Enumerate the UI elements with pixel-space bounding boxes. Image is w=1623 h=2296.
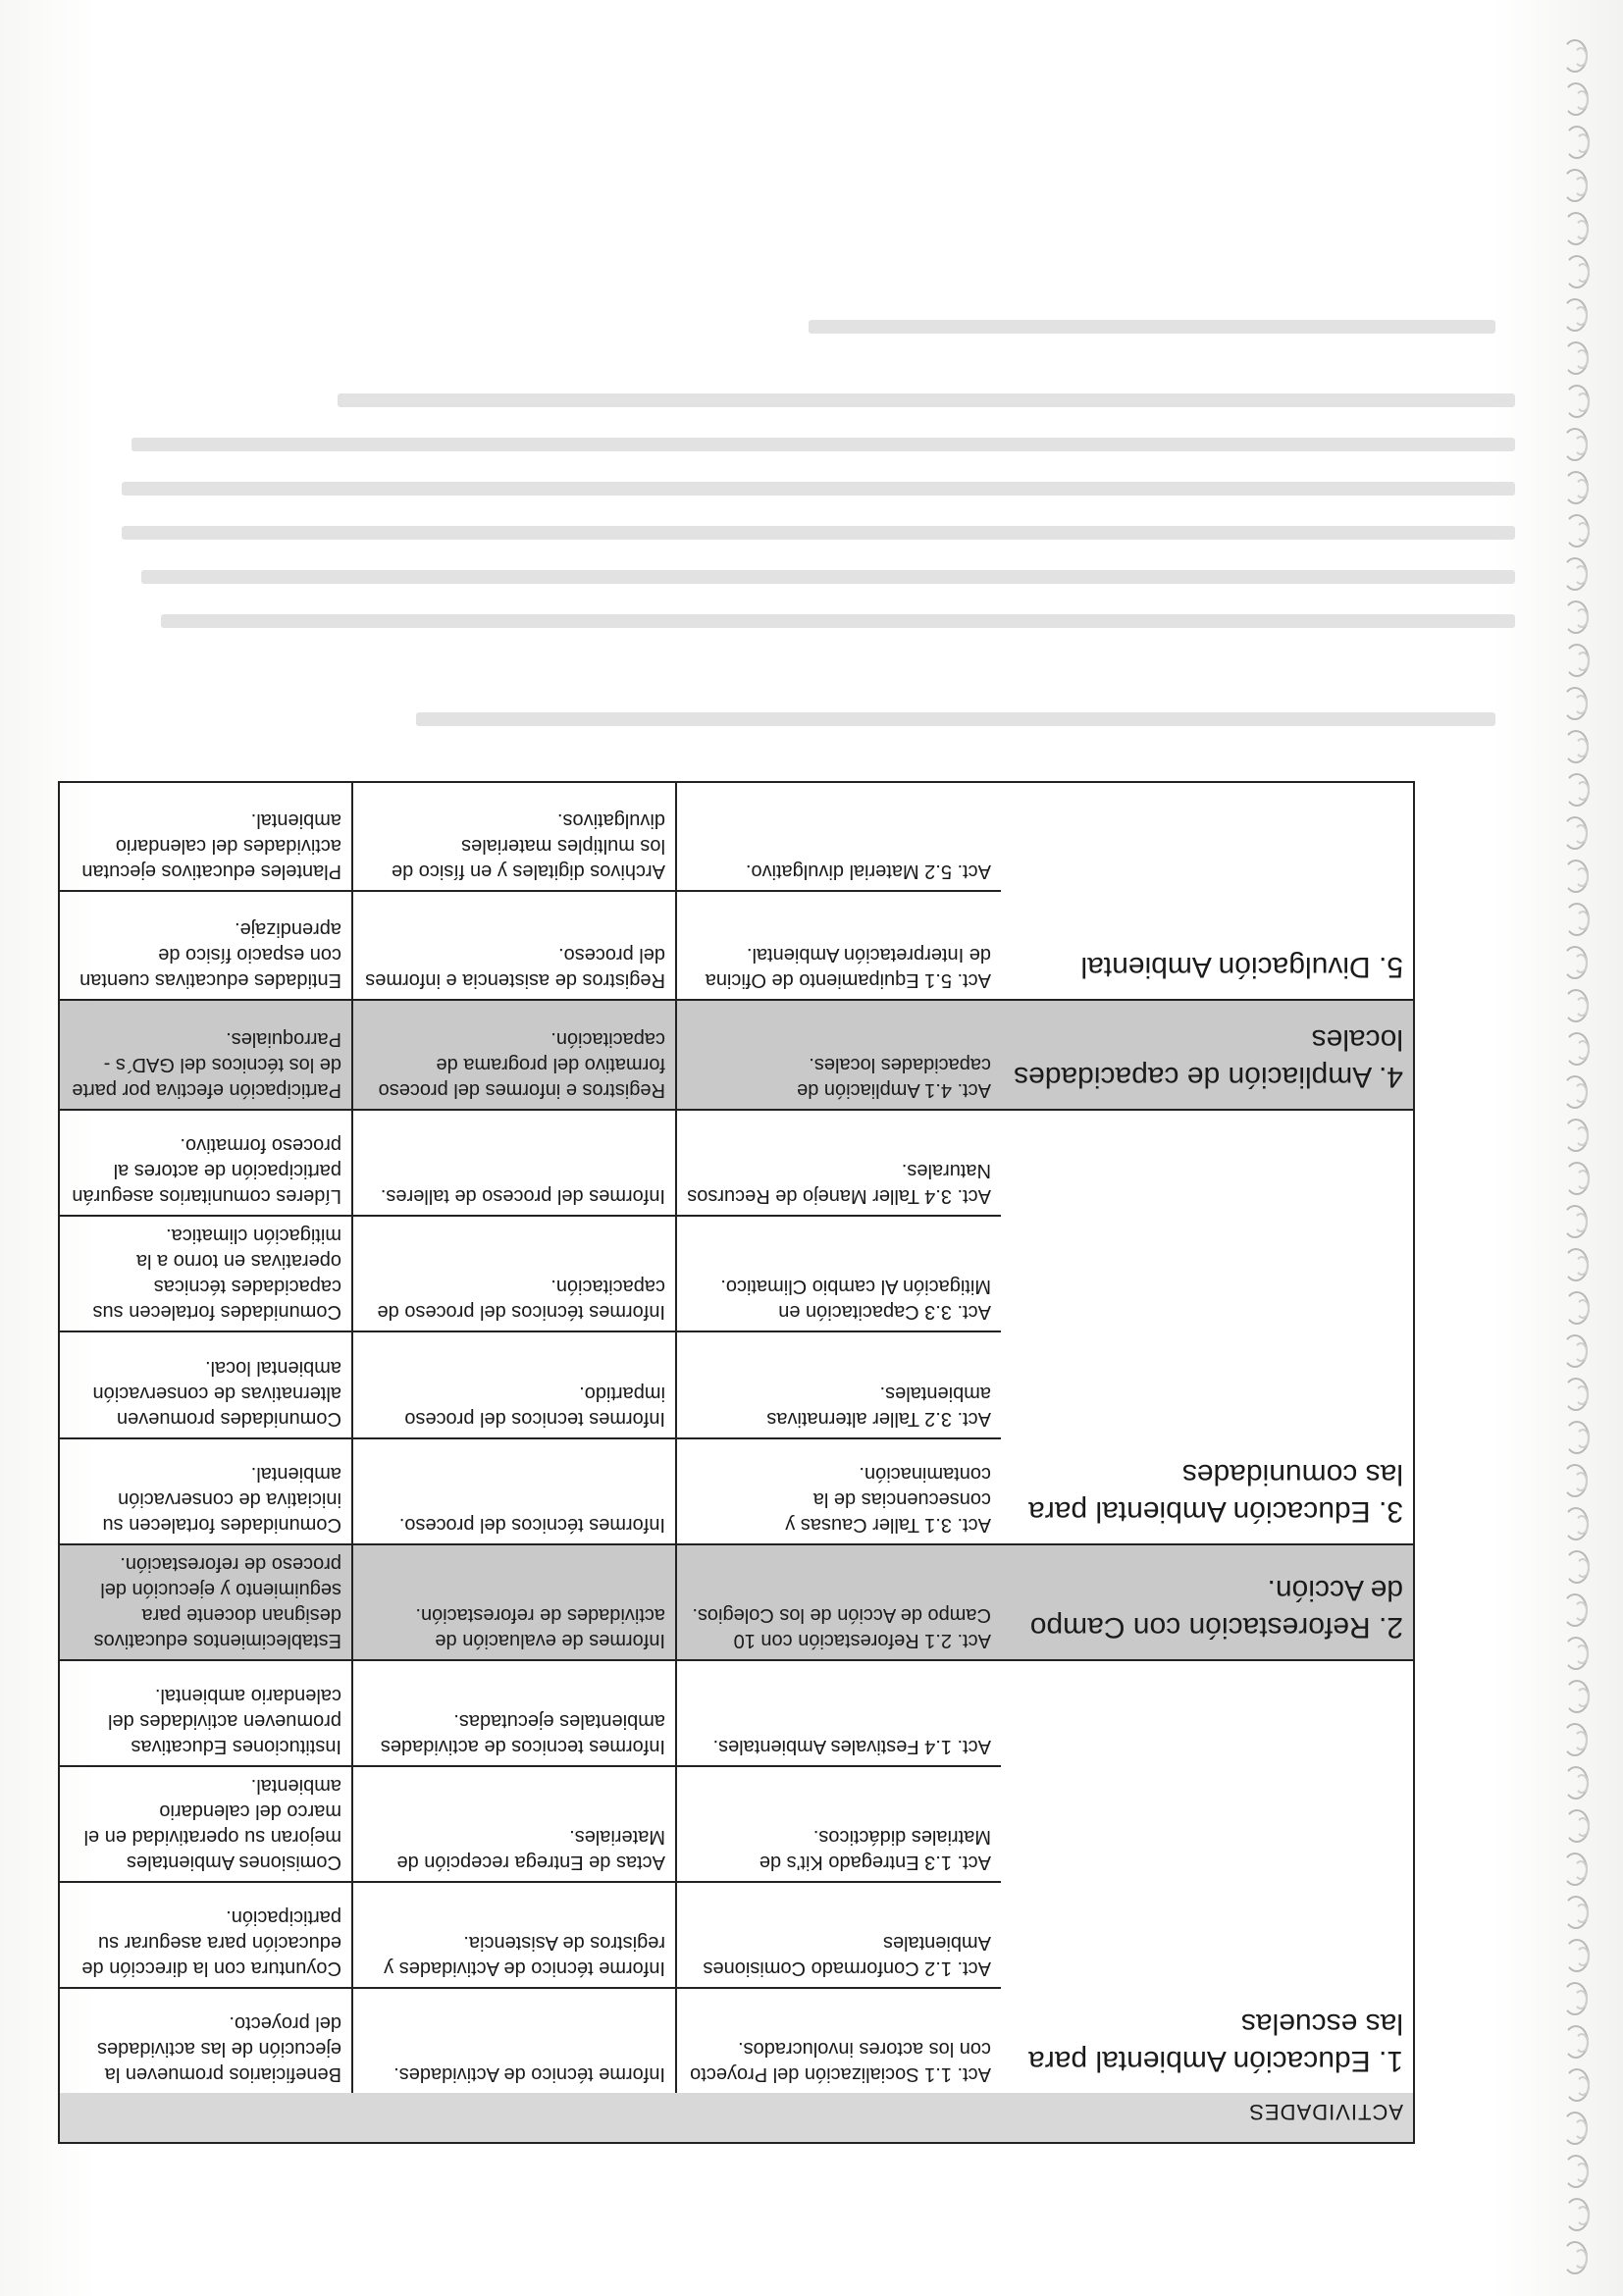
result-cell: Comunidades fortalecen su iniciativa de conservación ambiental.	[60, 1439, 353, 1543]
group-title: 3. Educación Ambiental para las comunidades	[1028, 1457, 1403, 1528]
result-cell: Participación efectiva por parte de los técnicos del GAD´s - Parroquiales.	[60, 1001, 353, 1109]
bleed-through-line	[338, 393, 1515, 407]
activities-table	[58, 781, 1415, 2144]
table-row	[60, 1989, 1001, 2093]
group-activities	[60, 1111, 1001, 1542]
table-row	[60, 1332, 1001, 1438]
verification-cell: Informes de evaluación de actividades de reforestación.	[353, 1545, 677, 1659]
table-row	[60, 783, 1001, 892]
activity-cell: Act. 5.1 Equipamiento de Oficina de Interpretación Ambiental.	[705, 944, 991, 992]
group-title: 5. Divulgación Ambiental	[1080, 951, 1403, 984]
verification-cell: Registros de asistencia e informes del proceso.	[353, 892, 677, 999]
table-row	[60, 1545, 1001, 1659]
bleed-through-line	[141, 570, 1515, 584]
groups-container	[60, 783, 1413, 2093]
result-cell: Instituciones Educativas promueven actividades del calendario ambiental.	[60, 1661, 353, 1765]
result-cell: Líderes comunitarios asegurán participación de actores al proceso formativo.	[60, 1111, 353, 1215]
table-row	[60, 1767, 1001, 1883]
bleed-through-line	[131, 438, 1515, 451]
table-row	[60, 1001, 1001, 1109]
activity-cell: Act. 1.4 Festivales Ambientales.	[712, 1735, 991, 1757]
activity-group-row	[60, 1545, 1413, 1661]
activity-group-row	[60, 1001, 1413, 1111]
activity-cell: Act. 1.3 Entregado Kit's de Matriales didácticos.	[759, 1825, 991, 1873]
verification-cell: Informes técnicos del proceso de capacitación.	[353, 1217, 677, 1331]
activity-cell: Act. 3.2 Taller alternativas ambientales.	[766, 1382, 991, 1430]
verification-cell: Registros e informes del proceso formativo del programa de capacitación.	[353, 1001, 677, 1109]
table-row	[60, 1217, 1001, 1332]
activity-cell: Act. 3.3 Capacitación en Mitigación Al cambio Climatico.	[720, 1276, 991, 1324]
result-cell: Coyuntura con la dirección de educación para asegurar su participación.	[60, 1883, 353, 1987]
result-cell: Comunidades fortalecen sus capacidades técnicas operativas en torno a la mitigación climatica.	[60, 1217, 353, 1331]
activity-group-row	[60, 783, 1413, 1001]
activity-cell: Act. 3.4 Taller Manejo de Recursos Naturales.	[687, 1160, 991, 1208]
group-activities	[60, 783, 1001, 999]
group-activities	[60, 1661, 1001, 2093]
activity-cell: Act. 1.2 Conformado Comisiones Ambientales	[703, 1931, 991, 1979]
result-cell: Entidades educativas cuentan con espacio físico de aprendizaje.	[60, 892, 353, 999]
result-cell: Planteles educativos ejecutan actividades del calendario ambiental.	[60, 783, 353, 890]
header-cell: ACTIVIDADES	[60, 2093, 1413, 2142]
table-row	[60, 1439, 1001, 1543]
table-header-row	[60, 2093, 1413, 2142]
verification-cell: Actas de Entrega recepción de Materiales.	[353, 1767, 677, 1881]
result-cell: Beneficiarios promueven la ejecución de las actividades del proyecto.	[60, 1989, 353, 2093]
table-row	[60, 892, 1001, 999]
table-row	[60, 1111, 1001, 1217]
activity-cell: Act. 2.1 Reforestación con 10 Campo de Acción de los Colegios.	[677, 1545, 1001, 1659]
activity-group-row	[60, 1661, 1413, 2093]
verification-cell: Informes tecnicos del proceso impartido.	[353, 1332, 677, 1436]
table-row	[60, 1661, 1001, 1767]
result-cell: Establecimientos educativos designan docente para seguimiento y ejecución del proceso de reforestación.	[60, 1545, 353, 1659]
group-title: 2. Reforestación con Campo de Acción.	[1001, 1545, 1413, 1659]
result-cell: Comunidades promueven alternativas de conservación ambiental local.	[60, 1332, 353, 1436]
bleed-through-line	[122, 526, 1515, 540]
group-title: 1. Educación Ambiental para las escuelas	[1028, 2008, 1403, 2077]
group-activities	[60, 1545, 1001, 1659]
verification-cell: Informes tecnicos de actividades ambientales ejecutadas.	[353, 1661, 677, 1765]
result-cell: Comisiones Ambientales mejoran su operatividad en el marco del calendario ambiental.	[60, 1767, 353, 1881]
verification-cell: Informes del proceso de talleres.	[353, 1111, 677, 1215]
activity-cell: Act. 4.1 Ampliación de capacidades locales.	[677, 1001, 1001, 1109]
activity-group-row	[60, 1111, 1413, 1544]
group-title: 4. Ampliación de capacidades locales	[1001, 1001, 1413, 1109]
bleed-through-line	[809, 320, 1495, 334]
verification-cell: Informe técnico de Actividades.	[353, 1989, 677, 2093]
verification-cell: Informes técnicos del proceso.	[353, 1439, 677, 1543]
activity-cell: Act. 1.1 Socialización del Proyecto con los actores involucrados.	[690, 2038, 991, 2085]
verification-cell: Archivos digitales y en físico de los multiples materiales divulgativos.	[353, 783, 677, 890]
verification-cell: Informe técnico de Actividades y registros de Asistencia.	[353, 1883, 677, 1987]
bleed-through-line	[161, 614, 1515, 628]
bleed-through-line	[416, 712, 1495, 726]
bleed-through-line	[122, 482, 1515, 496]
group-activities	[60, 1001, 1001, 1109]
table-row	[60, 1883, 1001, 1989]
activity-cell: Act. 5.2 Material divulgativo.	[745, 861, 991, 883]
activity-cell: Act. 3.1 Taller Causas y consecuencias de la contaminación.	[785, 1462, 991, 1536]
